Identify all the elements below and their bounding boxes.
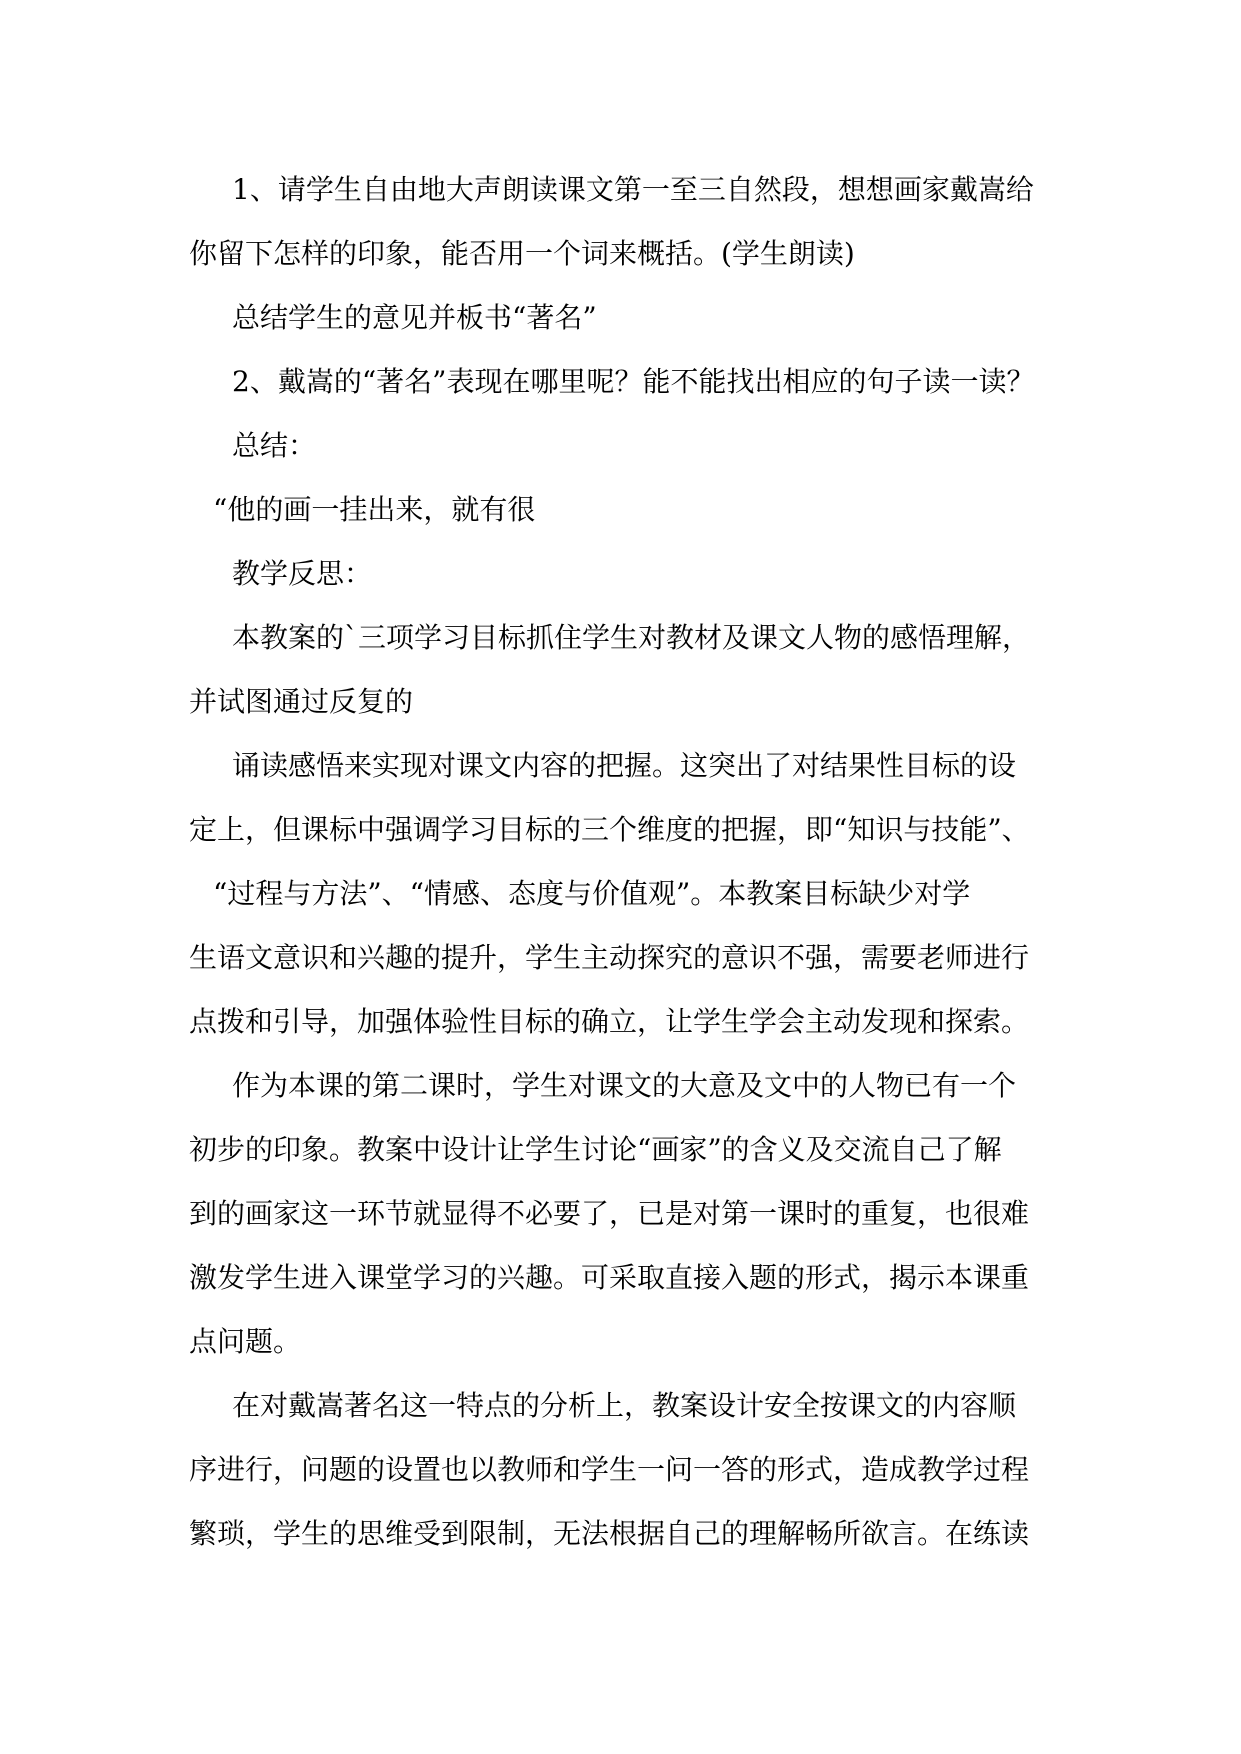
paragraph-line: 作为本课的第二课时，学生对课文的大意及文中的人物已有一个 [232,1069,1017,1102]
paragraph-line: 你留下怎样的印象，能否用一个词来概括。(学生朗读) [189,237,855,270]
paragraph-line: 并试图通过反复的 [189,685,414,718]
paragraph-line: 诵读感悟来实现对课文内容的把握。这突出了对结果性目标的设 [232,749,1017,782]
paragraph-line: 2、戴嵩的“著名”表现在哪里呢？能不能找出相应的句子读一读？ [232,365,1035,398]
paragraph-line: 生语文意识和兴趣的提升，学生主动探究的意识不强，需要老师进行 [189,941,1030,974]
quote-line: “他的画一挂出来，就有很 [213,493,536,526]
paragraph-line: 总结学生的意见并板书“著名” [232,301,597,334]
paragraph-line: 总结： [232,429,317,462]
paragraph-line: 本教案的`三项学习目标抓住学生对教材及课文人物的感悟理解， [232,621,1031,654]
paragraph-line: 序进行，问题的设置也以教师和学生一问一答的形式，造成教学过程 [189,1453,1030,1486]
paragraph-line: 初步的印象。教案中设计让学生讨论“画家”的含义及交流自己了解 [189,1133,1002,1166]
section-heading: 教学反思： [232,557,373,590]
paragraph-line: 点问题。 [189,1325,302,1358]
paragraph-line: 定上，但课标中强调学习目标的三个维度的把握，即“知识与技能”、 [189,813,1030,846]
paragraph-line: 到的画家这一环节就显得不必要了，已是对第一课时的重复，也很难 [189,1197,1030,1230]
paragraph-line: 1、请学生自由地大声朗读课文第一至三自然段，想想画家戴嵩给 [232,173,1034,206]
document-body [189,158,1055,1566]
paragraph-line: 点拨和引导，加强体验性目标的确立，让学生学会主动发现和探索。 [189,1005,1030,1038]
paragraph-line: 激发学生进入课堂学习的兴趣。可采取直接入题的形式，揭示本课重 [189,1261,1030,1294]
paragraph-line: “过程与方法”、“情感、态度与价值观”。本教案目标缺少对学 [213,877,971,910]
paragraph-line: 在对戴嵩著名这一特点的分析上，教案设计安全按课文的内容顺 [232,1389,1017,1422]
paragraph-line: 繁琐，学生的思维受到限制，无法根据自己的理解畅所欲言。在练读 [189,1517,1030,1550]
